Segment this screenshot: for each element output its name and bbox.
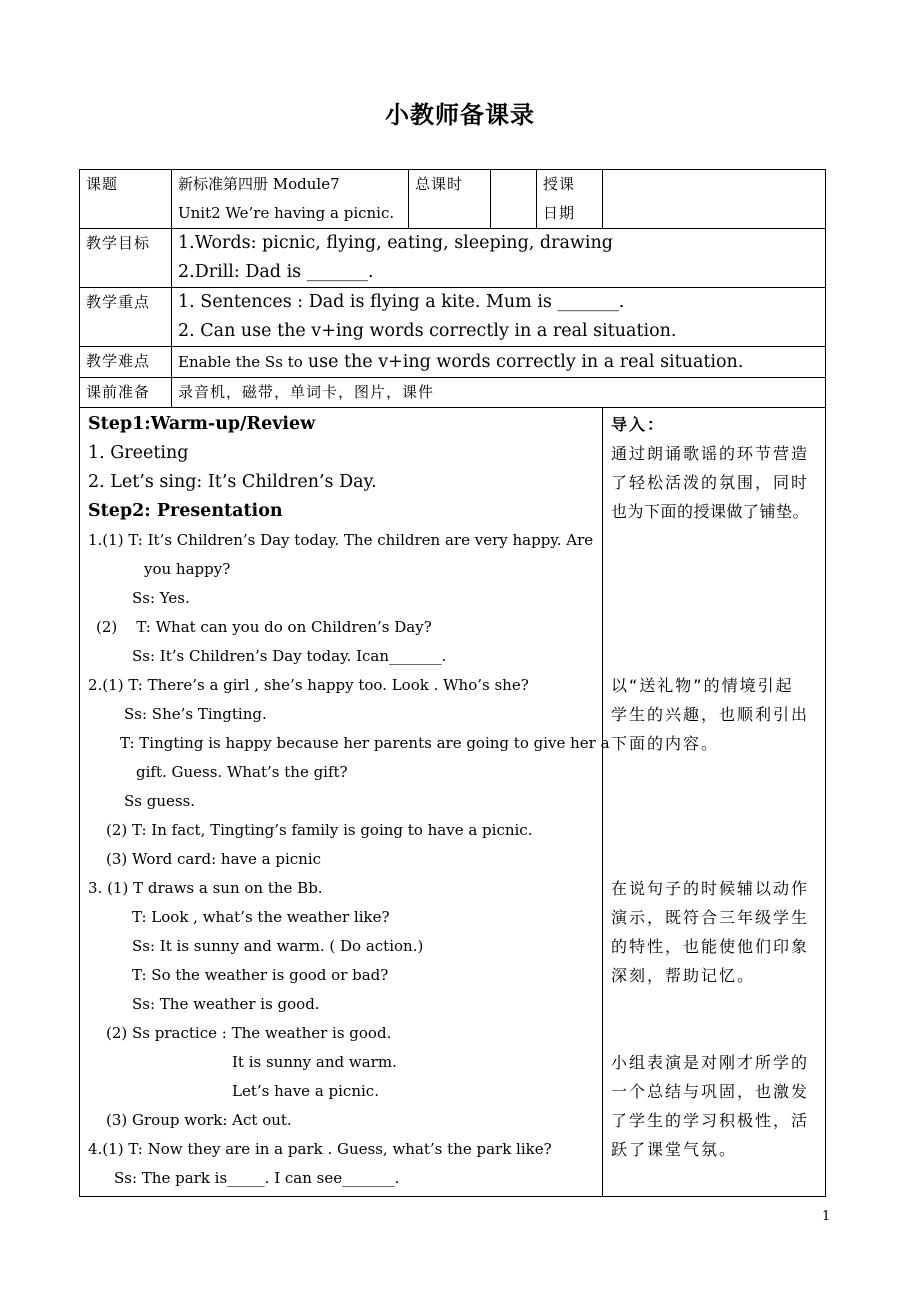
page-number: 1 [822, 1209, 831, 1224]
note-line: 以“送礼物”的情境引起 [611, 676, 794, 695]
difficulty-cell [172, 347, 826, 378]
difficulty-part-a: Enable the Ss to [178, 353, 303, 371]
difficulty-part-b: use the v+ing words correctly in a real situation. [307, 352, 744, 372]
procedure-line: Ss: The park is_____. I can see_______. [114, 1169, 400, 1187]
note-line: 了轻松活泼的氛围，同时 [611, 473, 810, 492]
notes-heading: 导入： [611, 415, 666, 434]
procedure-line: 4.(1) T: Now they are in a park . Guess, what’s the park like? [88, 1140, 552, 1158]
procedure-line: 2.(1) T: There’s a girl , she’s happy too. Look . Who’s she? [88, 676, 529, 694]
procedure-line: (3) Group work: Act out. [106, 1111, 292, 1129]
prep-label: 课前准备 [80, 378, 172, 408]
note-line: 也为下面的授课做了铺垫。 [611, 502, 810, 521]
key-point-2: 2. Can use the v+ing words correctly in a real situation. [178, 321, 677, 341]
note-line: 了学生的学习积极性，活 [611, 1111, 810, 1130]
key-point-1: 1. Sentences : Dad is flying a kite. Mum is _______. [178, 292, 625, 312]
note-line: 演示，既符合三年级学生 [611, 908, 810, 927]
procedure-line: Ss: The weather is good. [132, 995, 320, 1013]
date-label-2: 日期 [543, 204, 576, 222]
note-line: 跃了课堂气氛。 [611, 1140, 738, 1159]
difficulty-label: 教学难点 [80, 347, 172, 378]
procedure-line: T: Look , what’s the weather like? [132, 908, 390, 926]
procedure-line: 2. Let’s sing: It’s Children’s Day. [88, 472, 377, 492]
total-hours-value [491, 170, 537, 229]
step1-heading: Step1:Warm-up/Review [88, 414, 316, 434]
procedure-line: Let’s have a picnic. [232, 1082, 379, 1100]
objectives-cell [172, 229, 826, 288]
procedure-cell [80, 408, 610, 1197]
procedure-line: (2) T: In fact, Tingting’s family is going to have a picnic. [106, 821, 533, 839]
topic-label: 课题 [80, 170, 172, 229]
page-title: 小教师备课录 [385, 101, 535, 129]
procedure-line: 1. Greeting [88, 443, 189, 463]
note-line: 下面的内容。 [611, 734, 720, 753]
procedure-line: gift. Guess. What’s the gift? [136, 763, 348, 781]
key-label: 教学重点 [80, 288, 172, 347]
procedure-line: Ss: It’s Children’s Day today. Ican_______. [132, 647, 447, 665]
note-line: 学生的兴趣，也顺利引出 [611, 705, 810, 724]
procedure-line: T: So the weather is good or bad? [132, 966, 389, 984]
procedure-line: 3. (1) T draws a sun on the Bb. [88, 879, 323, 897]
objective-1: 1.Words: picnic, flying, eating, sleeping, drawing [178, 233, 613, 253]
procedure-line: Ss: It is sunny and warm. ( Do action.) [132, 937, 424, 955]
note-line: 一个总结与巩固，也激发 [611, 1082, 810, 1101]
date-label-1: 授课 [543, 175, 576, 193]
header-row [80, 170, 826, 229]
procedure-line: (2) T: What can you do on Children’s Day? [96, 618, 432, 636]
spacer [611, 758, 821, 874]
procedure-line: It is sunny and warm. [232, 1053, 397, 1071]
note-line: 通过朗诵歌谣的环节营造 [611, 444, 810, 463]
prep-row [80, 378, 826, 408]
notes-cell [603, 408, 826, 1197]
note-line: 小组表演是对刚才所学的 [611, 1053, 810, 1072]
objective-2: 2.Drill: Dad is _______. [178, 262, 374, 282]
key-cell [172, 288, 826, 347]
objectives-row [80, 229, 826, 288]
topic-line2: Unit2 We’re having a picnic. [178, 204, 395, 222]
difficulty-row [80, 347, 826, 378]
procedure-line: T: Tingting is happy because her parents are going to give her a [120, 734, 610, 752]
procedure-line: 1.(1) T: It’s Children’s Day today. The children are very happy. Are [88, 531, 594, 549]
note-line: 的特性，也能使他们印象 [611, 937, 810, 956]
topic-cell [172, 170, 409, 229]
procedure-line: Ss: Yes. [132, 589, 190, 607]
procedure-line: (3) Word card: have a picnic [106, 850, 322, 868]
procedure-line: you happy? [144, 560, 231, 578]
key-points-row [80, 288, 826, 347]
total-hours-label: 总课时 [409, 170, 491, 229]
lesson-plan-table [79, 169, 826, 1197]
note-line: 在说句子的时候辅以动作 [611, 879, 810, 898]
date-label-cell [537, 170, 603, 229]
procedure-line: Ss guess. [124, 792, 196, 810]
procedure-line: Ss: She’s Tingting. [124, 705, 267, 723]
note-line: 深刻，帮助记忆。 [611, 966, 756, 985]
spacer [611, 526, 821, 671]
prep-value: 录音机，磁带，单词卡，图片，课件 [172, 378, 826, 408]
objectives-label: 教学目标 [80, 229, 172, 288]
date-value [603, 170, 826, 229]
procedure-row [80, 408, 826, 1197]
procedure-line: (2) Ss practice : The weather is good. [106, 1024, 392, 1042]
step2-heading: Step2: Presentation [88, 501, 283, 521]
topic-line1: 新标准第四册 Module7 [178, 175, 340, 193]
spacer [611, 990, 821, 1048]
